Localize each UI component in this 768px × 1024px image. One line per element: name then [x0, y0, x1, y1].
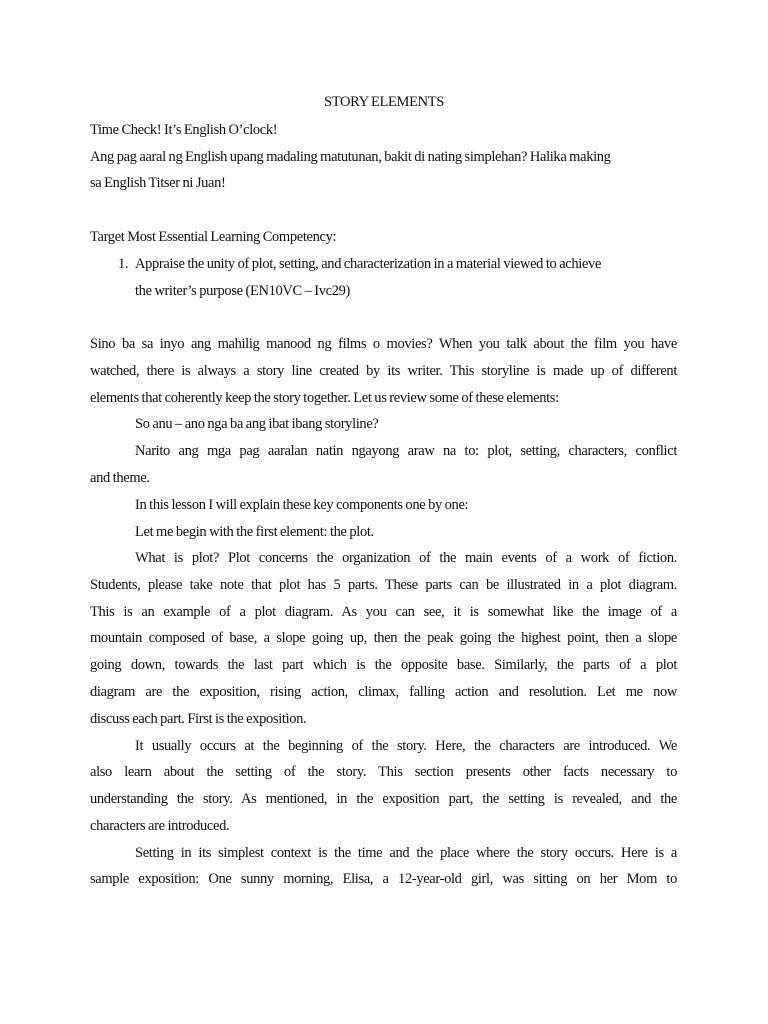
paragraph-line: Sino ba sa inyo ang mahilig manood ng films o movies? When you talk about the film you have [90, 336, 677, 352]
list-number: 1. [118, 256, 129, 272]
paragraph-line: understanding the story. As mentioned, in the exposition part, the setting is revealed, and the [90, 791, 677, 807]
paragraph-line: So anu – ano nga ba ang ibat ibang storyline? [135, 416, 379, 432]
paragraph-line: diagram are the exposition, rising action, climax, falling action and resolution. Let me now [90, 684, 677, 700]
paragraph-line: Narito ang mga pag aaralan natin ngayong araw na to: plot, setting, characters, conflict [135, 443, 677, 459]
intro-line: sa English Titser ni Juan! [90, 175, 226, 191]
paragraph-line: This is an example of a plot diagram. As you can see, it is somewhat like the image of a [90, 604, 677, 620]
paragraph-line: It usually occurs at the beginning of the story. Here, the characters are introduced. We [135, 738, 677, 754]
paragraph-line: elements that coherently keep the story together. Let us review some of these elements: [90, 390, 559, 406]
paragraph-line: going down, towards the last part which is the opposite base. Similarly, the parts of a plot [90, 657, 677, 673]
paragraph-line: characters are introduced. [90, 818, 230, 834]
paragraph-line: sample exposition: One sunny morning, Elisa, a 12-year-old girl, was sitting on her Mom to [90, 871, 677, 887]
competency-line: the writer’s purpose (EN10VC – Ivc29) [135, 283, 351, 299]
competency-line: Appraise the unity of plot, setting, and characterization in a material viewed to achieve [135, 256, 602, 272]
paragraph-line: In this lesson I will explain these key components one by one: [135, 497, 469, 513]
paragraph-line: and theme. [90, 470, 150, 486]
intro-line: Time Check! It’s English O’clock! [90, 122, 278, 138]
paragraph-line: also learn about the setting of the story. This section presents other facts necessary to [90, 764, 677, 780]
paragraph-line: watched, there is always a story line created by its writer. This storyline is made up of different [90, 363, 677, 379]
competency-heading: Target Most Essential Learning Competency: [90, 229, 337, 245]
paragraph-line: What is plot? Plot concerns the organization of the main events of a work of fiction. [135, 550, 677, 566]
paragraph-line: mountain composed of base, a slope going up, then the peak going the highest point, then a slope [90, 630, 677, 646]
paragraph-line: Setting in its simplest context is the time and the place where the story occurs. Here is a [135, 845, 677, 861]
paragraph-line: discuss each part. First is the exposition. [90, 711, 307, 727]
paragraph-line: Students, please take note that plot has 5 parts. These parts can be illustrated in a plot diagram. [90, 577, 677, 593]
paragraph-line: Let me begin with the first element: the plot. [135, 524, 374, 540]
intro-line: Ang pag aaral ng English upang madaling matutunan, bakit di nating simplehan? Halika making [90, 149, 611, 165]
document-title: STORY ELEMENTS [324, 94, 444, 110]
